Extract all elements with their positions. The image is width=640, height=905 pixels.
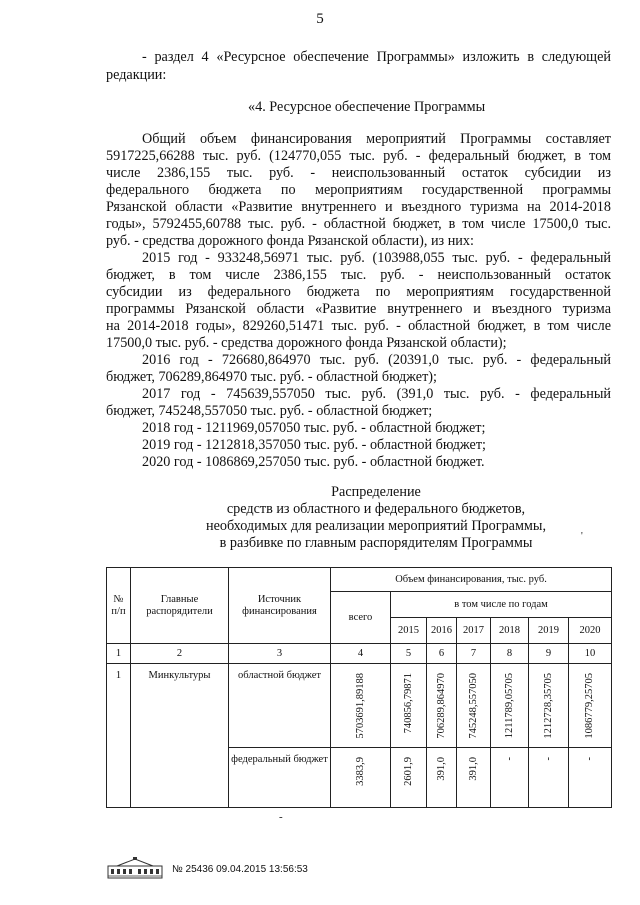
column-number: 7 bbox=[457, 644, 491, 664]
distribution-title-line: средств из областного и федерального бюджетов, bbox=[226, 501, 526, 517]
row-value: - bbox=[542, 757, 554, 761]
header-by-years: в том числе по годам bbox=[391, 592, 612, 618]
funding-table bbox=[106, 567, 612, 808]
column-number: 10 bbox=[569, 644, 612, 664]
row-total: 5703691,89188 bbox=[354, 673, 366, 739]
row-total: 3383,9 bbox=[354, 757, 366, 786]
stray-dash-mark: - bbox=[279, 811, 283, 823]
building-stamp-icon bbox=[107, 857, 163, 879]
paragraph-line: числе 2386,155 тыс. руб. - неиспользованный остаток субсидии из bbox=[106, 165, 611, 181]
paragraph-line: бюджет, 745248,557050 тыс. руб. - областной бюджет; bbox=[106, 403, 433, 419]
row-source: федеральный бюджет bbox=[229, 748, 331, 808]
header-year: 2019 bbox=[529, 618, 569, 644]
header-volume: Объем финансирования, тыс. руб. bbox=[331, 568, 612, 592]
row-value: 740856,79871 bbox=[402, 673, 414, 734]
paragraph-line: Общий объем финансирования мероприятий Программы составляет bbox=[142, 131, 611, 147]
row-value: 391,0 bbox=[435, 757, 447, 781]
paragraph-line: 2019 год - 1212818,357050 тыс. руб. - областной бюджет; bbox=[142, 437, 486, 453]
column-number: 4 bbox=[331, 644, 391, 664]
page-number: 5 bbox=[316, 11, 324, 27]
paragraph-line: годы», 5792455,60788 тыс. руб. - областной бюджет, в том числе 17500,0 тыс. bbox=[106, 216, 611, 232]
paragraph-line: 2018 год - 1211969,057050 тыс. руб. - областной бюджет; bbox=[142, 420, 486, 436]
intro-line-1: - раздел 4 «Ресурсное обеспечение Программы» изложить в следующей bbox=[142, 49, 611, 65]
header-source: Источник финансирования bbox=[229, 568, 331, 644]
paragraph-line: бюджет, в том числе 2386,155 тыс. руб. - неиспользованный остаток bbox=[106, 267, 611, 283]
paragraph-line: на 2014-2018 годы», 829260,51471 тыс. руб. - областной бюджет, в том числе bbox=[106, 318, 611, 334]
section-title: «4. Ресурсное обеспечение Программы bbox=[248, 99, 486, 115]
column-number: 6 bbox=[427, 644, 457, 664]
paragraph-line: 2015 год - 933248,56971 тыс. руб. (103988,055 тыс. руб. - федеральный bbox=[142, 250, 611, 266]
column-number: 2 bbox=[131, 644, 229, 664]
paragraph-line: 5917225,66288 тыс. руб. (124770,055 тыс. руб. - федеральный бюджет, в том bbox=[106, 148, 611, 164]
paragraph-line: программы Рязанской области «Развитие внутреннего и въездного туризма bbox=[106, 301, 611, 317]
row-manager: Минкультуры bbox=[131, 664, 229, 808]
paragraph-line: 2017 год - 745639,557050 тыс. руб. (391,0 тыс. руб. - федеральный bbox=[142, 386, 611, 402]
row-value: - bbox=[503, 757, 515, 761]
header-year: 2017 bbox=[457, 618, 491, 644]
stray-tick-mark: ' bbox=[581, 531, 583, 542]
distribution-title-line: в разбивке по главным распорядителям Программы bbox=[219, 535, 533, 551]
column-number: 5 bbox=[391, 644, 427, 664]
distribution-title-line: необходимых для реализации мероприятий Программы, bbox=[206, 518, 546, 534]
header-year: 2015 bbox=[391, 618, 427, 644]
column-number: 8 bbox=[491, 644, 529, 664]
header-managers: Главные распорядители bbox=[131, 568, 229, 644]
row-value: 706289,864970 bbox=[435, 673, 447, 739]
column-number: 9 bbox=[529, 644, 569, 664]
paragraph-line: федерального бюджета по мероприятиям государственной программы bbox=[106, 182, 611, 198]
paragraph-line: 17500,0 тыс. руб. - средства дорожного фонда Рязанской области); bbox=[106, 335, 507, 351]
paragraph-line: бюджет, 706289,864970 тыс. руб. - областной бюджет); bbox=[106, 369, 437, 385]
header-year: 2020 bbox=[569, 618, 612, 644]
row-value: 1211789,05705 bbox=[503, 673, 515, 739]
header-year: 2016 bbox=[427, 618, 457, 644]
header-year: 2018 bbox=[491, 618, 529, 644]
row-num: 1 bbox=[107, 664, 131, 808]
row-value: 1086779,25705 bbox=[584, 673, 596, 739]
paragraph-line: руб. - средства дорожного фонда Рязанской области), из них: bbox=[106, 233, 474, 249]
paragraph-line: 2020 год - 1086869,257050 тыс. руб. - областной бюджет. bbox=[142, 454, 485, 470]
column-number-row bbox=[107, 644, 612, 664]
row-value: 745248,557050 bbox=[467, 673, 479, 739]
table-row bbox=[107, 664, 612, 748]
intro-line-2: редакции: bbox=[106, 67, 167, 83]
row-source: областной бюджет bbox=[229, 664, 331, 748]
paragraph-line: Рязанской области «Развитие внутреннего и въездного туризма на 2014-2018 bbox=[106, 199, 611, 215]
row-value: - bbox=[584, 757, 596, 761]
column-number: 3 bbox=[229, 644, 331, 664]
header-num: № п/п bbox=[107, 568, 131, 644]
row-value: 2601,9 bbox=[402, 757, 414, 786]
paragraph-line: субсидии из федерального бюджета по мероприятиям государственной bbox=[106, 284, 611, 300]
distribution-title-line: Распределение bbox=[331, 484, 421, 500]
document-registration-number: № 25436 09.04.2015 13:56:53 bbox=[172, 864, 308, 875]
row-value: 1212728,35705 bbox=[542, 673, 554, 739]
header-total: всего bbox=[331, 592, 391, 644]
row-value: 391,0 bbox=[467, 757, 479, 781]
paragraph-line: 2016 год - 726680,864970 тыс. руб. (20391,0 тыс. руб. - федеральный bbox=[142, 352, 611, 368]
column-number: 1 bbox=[107, 644, 131, 664]
